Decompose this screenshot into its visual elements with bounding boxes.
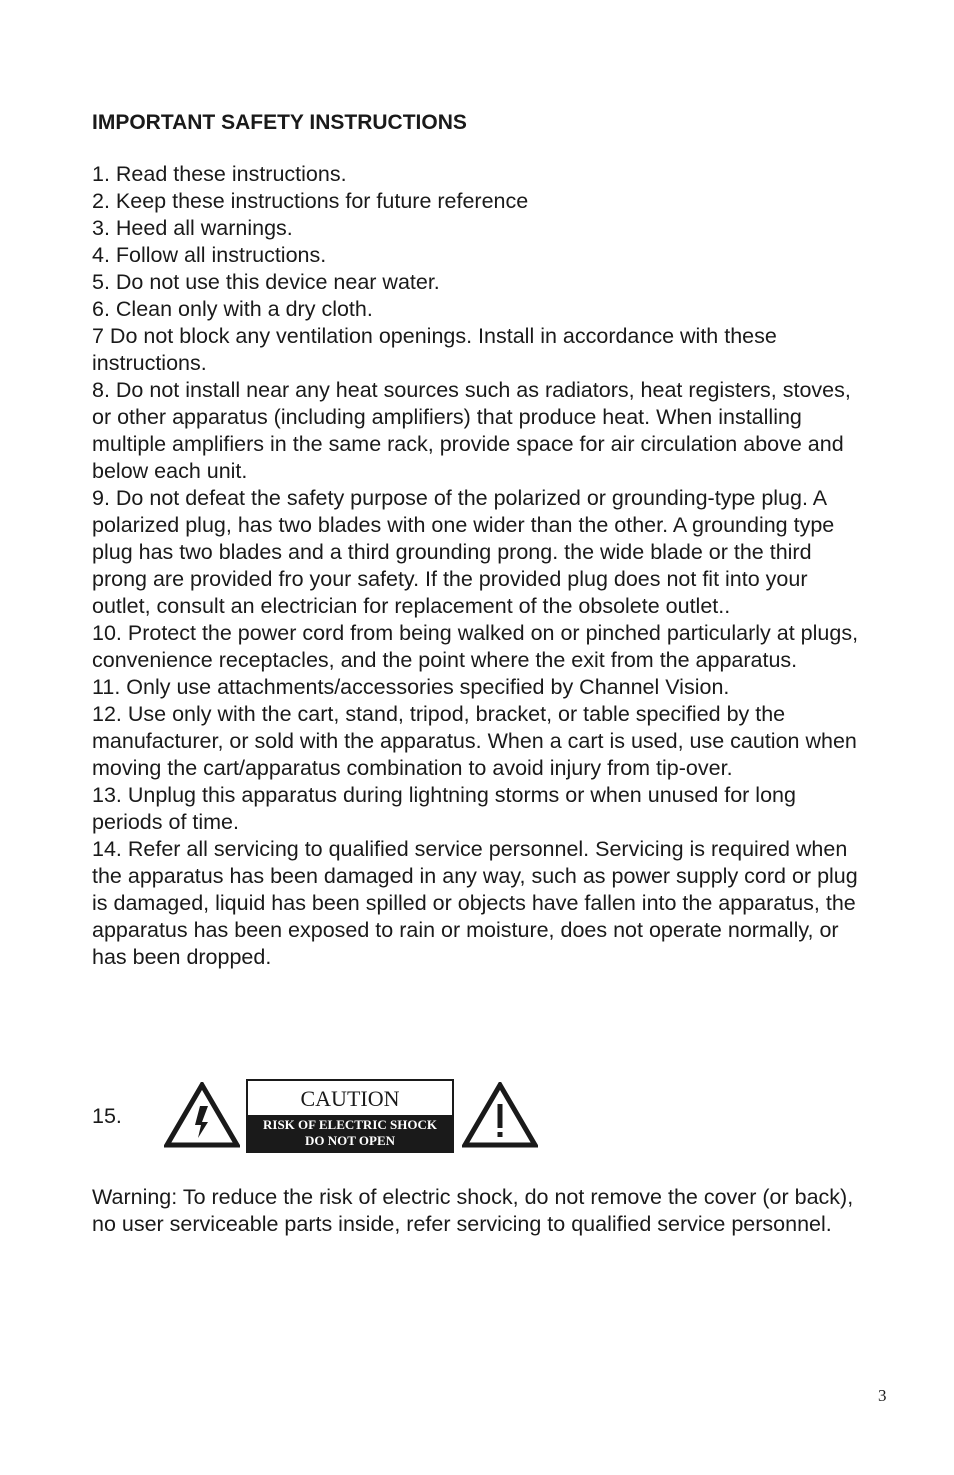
instruction-item: 2. Keep these instructions for future reference [92,189,529,213]
instructions-list [92,161,862,971]
instruction-item: 10. Protect the power cord from being walked on or pinched particularly at plugs, convenience receptacles, and the point where the exit from the apparatus. [92,621,859,672]
instruction-item: 13. Unplug this apparatus during lightning storms or when unused for long periods of time. [92,783,796,834]
exclamation-triangle-icon [462,1082,538,1153]
safety-page [92,107,862,1236]
instruction-item: 9. Do not defeat the safety purpose of the polarized or grounding-type plug. A polarized plug, has two blades with one wider than the other. A grounding type plug has two blades and a third grounding prong. the wide blade or the third prong are provided fro your safety. If the provided plug does not fit into your outlet, consult an electrician for replacement of the obsolete outlet.. [92,486,835,618]
instruction-item: 6. Clean only with a dry cloth. [92,297,373,321]
page-title: IMPORTANT SAFETY INSTRUCTIONS [92,111,467,134]
instruction-item: 14. Refer all servicing to qualified service personnel. Servicing is required when the apparatus has been damaged in any way, such as power supply cord or plug is damaged, liquid has been spilled or objects have fallen into the apparatus, the apparatus has been exposed to rain or moisture, does not operate normally, or has been dropped. [92,837,858,969]
item-15-number: 15. [92,1104,122,1128]
instruction-item: 12. Use only with the cart, stand, tripod, bracket, or table specified by the manufacturer, or sold with the apparatus. When a cart is used, use caution when moving the cart/apparatus combination to avoid injury from tip-over. [92,702,857,780]
caution-heading: CAUTION [300,1086,400,1111]
instruction-item: 3. Heed all warnings. [92,216,293,240]
caution-line-1: RISK OF ELECTRIC SHOCK [263,1117,437,1132]
instruction-item: 1. Read these instructions. [92,162,347,186]
page-number: 3 [878,1386,887,1405]
instruction-item: 11. Only use attachments/accessories specified by Channel Vision. [92,675,730,699]
warning-text: Warning: To reduce the risk of electric shock, do not remove the cover (or back), no user serviceable parts inside, refer servicing to qualified service personnel. [92,1185,854,1236]
instruction-item: 5. Do not use this device near water. [92,270,440,294]
caution-line-2: DO NOT OPEN [304,1133,396,1148]
caution-label [246,1079,454,1153]
caution-row [92,1079,862,1157]
instruction-item: 7 Do not block any ventilation openings. Install in accordance with these instructions. [92,324,777,375]
lightning-triangle-icon [164,1082,240,1153]
instruction-item: 4. Follow all instructions. [92,243,327,267]
caution-warning-band [248,1115,452,1151]
instruction-item: 8. Do not install near any heat sources such as radiators, heat registers, stoves, or other apparatus (including amplifiers) that produce heat. When installing multiple amplifiers in the same rack, provide space for air circulation above and below each unit. [92,378,851,483]
